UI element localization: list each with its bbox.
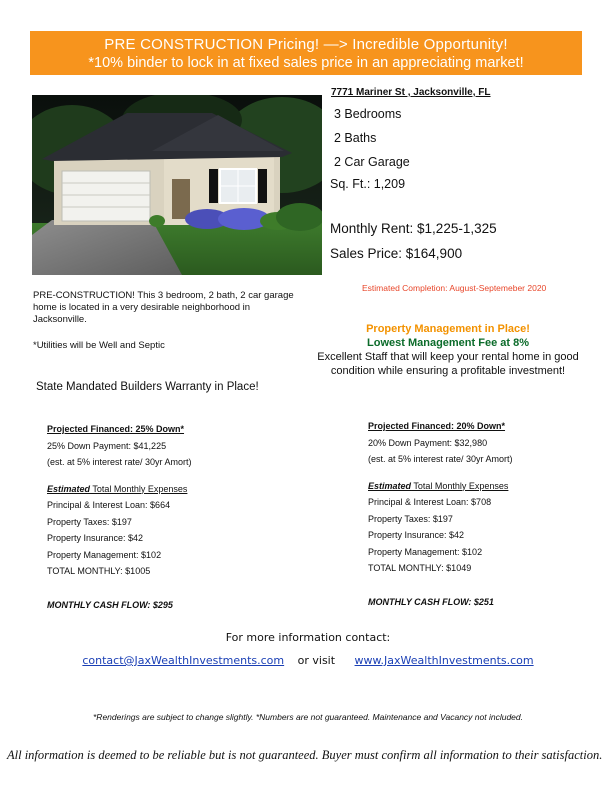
website-link[interactable]: www.JaxWealthInvestments.com [354,654,534,667]
sales-price: Sales Price: $164,900 [330,246,463,261]
total-monthly: TOTAL MONTHLY: $1005 [47,566,151,576]
financing-25-down [47,421,192,613]
rendering-disclaimer: *Renderings are subject to change slightly. *Numbers are not guaranteed. Maintenance and Vacancy not included. [93,712,523,722]
interest-rate-note: (est. at 5% interest rate/ 30yr Amort) [47,457,192,467]
or-visit-text: or visit [297,654,336,667]
contact-links [0,654,616,667]
banner-headline: PRE CONSTRUCTION Pricing! —> Incredible Opportunity! [104,36,508,53]
financing-title: Projected Financed: 25% Down* [47,424,185,434]
estimated-completion: Estimated Completion: August-Septemeber 2020 [362,283,547,293]
management-heading: Property Management in Place! [366,323,530,335]
principal-interest: Principal & Interest Loan: $708 [368,497,492,507]
monthly-cash-flow: MONTHLY CASH FLOW: $295 [47,599,173,610]
management-fee: Lowest Management Fee at 8% [367,337,529,349]
expenses-heading: Estimated Total Monthly Expenses [368,480,509,491]
principal-interest: Principal & Interest Loan: $664 [47,500,171,510]
property-taxes: Property Taxes: $197 [47,516,132,527]
property-taxes: Property Taxes: $197 [368,513,453,524]
management-description: Excellent Staff that will keep your rental home in good condition while ensuring a profitable investment! [317,351,579,377]
information-disclaimer: All information is deemed to be reliable but is not guaranteed. Buyer must confirm all information to their satisfaction. [7,748,603,762]
property-management-section [316,322,580,378]
property-management-cost: Property Management: $102 [47,549,162,560]
house-rendering-image [32,95,322,275]
down-payment: 25% Down Payment: $41,225 [47,440,167,451]
contact-heading: For more information contact: [225,631,391,644]
garage: 2 Car Garage [334,155,410,169]
utilities-note: *Utilities will be Well and Septic [33,340,165,351]
expenses-heading: Estimated Total Monthly Expenses [47,483,188,494]
property-insurance: Property Insurance: $42 [47,533,144,543]
total-monthly: TOTAL MONTHLY: $1049 [368,563,472,573]
down-payment: 20% Down Payment: $32,980 [368,437,488,448]
warranty-note: State Mandated Builders Warranty in Place! [36,381,259,393]
monthly-rent: Monthly Rent: $1,225-1,325 [330,221,497,236]
financing-20-down [368,418,513,610]
interest-rate-note: (est. at 5% interest rate/ 30yr Amort) [368,454,513,464]
financing-title: Projected Financed: 20% Down* [368,421,506,431]
promo-banner [30,31,582,75]
email-link[interactable]: contact@JaxWealthInvestments.com [82,654,285,667]
banner-subline: *10% binder to lock in at fixed sales price in an appreciating market! [88,55,524,71]
bedrooms: 3 Bedrooms [334,107,402,121]
monthly-cash-flow: MONTHLY CASH FLOW: $251 [368,596,494,607]
baths: 2 Baths [334,131,377,145]
property-insurance: Property Insurance: $42 [368,530,465,540]
property-address: 7771 Mariner St , Jacksonville, FL [331,87,491,98]
property-management-cost: Property Management: $102 [368,546,483,557]
property-description: PRE-CONSTRUCTION! This 3 bedroom, 2 bath, 2 car garage home is located in a very desirable neighborhood in Jacksonville. [33,290,294,325]
square-footage: Sq. Ft.: 1,209 [330,177,406,191]
